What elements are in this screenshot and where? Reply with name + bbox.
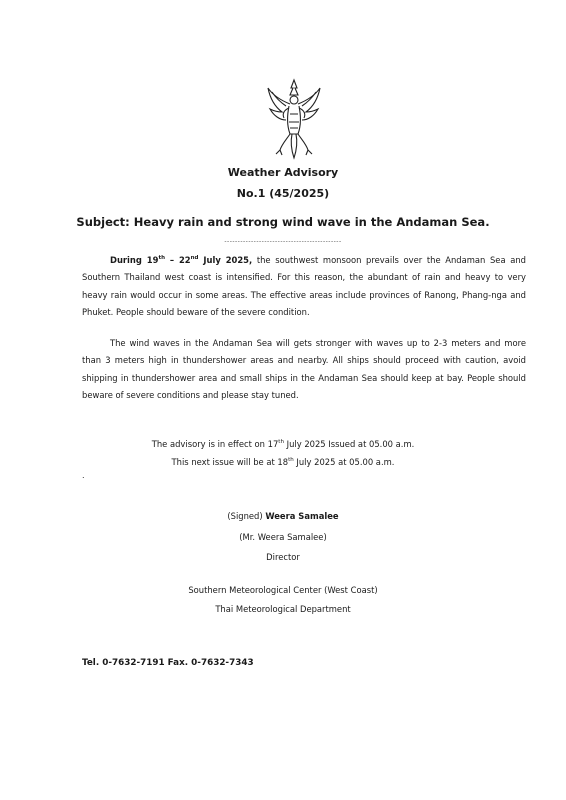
signed-name: Weera Samalee [265,511,339,521]
organization-line-2: Thai Meteorological Department [215,604,351,614]
advisory-subject: Subject: Heavy rain and strong wind wave in the Andaman Sea. [76,215,490,229]
paragraph-wave-text: The wind waves in the Andaman Sea will gets stronger with waves up to 2-3 meters and more than 3 meters high in thundershower areas and nearby. All ships should proceed with caution, avoid shipping in thundershower area and small ships in the Andaman Sea should keep at bay. People should beware of severe conditions and please stay tuned. [82,338,526,400]
period-lead-c: July 2025, [198,255,253,265]
stray-mark: . [82,471,85,480]
effect-notice [0,436,566,471]
signatory-role: Director [266,552,300,562]
signature-line [0,511,566,521]
effect-line-2-a: This next issue will be at 18 [171,456,289,467]
paragraph-rain [82,252,526,321]
effect-line-1 [0,436,566,454]
paragraph-wave [82,335,526,404]
paragraph-rain-text: the southwest monsoon prevails over the Andaman Sea and Southern Thailand west coast is intensified. For this reason, the abundant of rain and heavy to very heavy rain would occur in some areas. The effective areas include provinces of Ranong, Phang-nga and Phuket. People should beware of the severe condition. [82,255,526,317]
advisory-title: Weather Advisory [227,166,339,179]
effect-line-1-sup: th [278,439,284,446]
effect-line-2-b: July 2025 at 05.00 a.m. [293,456,395,467]
advisory-number: No.1 (45/2025) [236,187,330,200]
effect-line-2 [0,454,566,472]
effect-line-2-sup: th [288,456,294,463]
signed-prefix: (Signed) [227,511,266,521]
period-sup-a: th [158,255,165,262]
organization-line-1: Southern Meteorological Center (West Coast) [188,585,378,595]
effect-line-1-b: July 2025 Issued at 05.00 a.m. [283,439,415,449]
period-lead-a: During 19 [110,255,159,265]
contact-info: Tel. 0-7632-7191 Fax. 0-7632-7343 [82,658,254,668]
separator-line: -------------------------------------------- [224,238,342,245]
period-lead-b: – 22 [164,255,191,265]
signatory-full-name: (Mr. Weera Samalee) [239,532,327,542]
garuda-emblem-icon [266,78,322,160]
period-sup-b: nd [190,255,199,262]
period-lead [110,255,252,265]
effect-line-1-a: The advisory is in effect on 17 [151,439,279,449]
